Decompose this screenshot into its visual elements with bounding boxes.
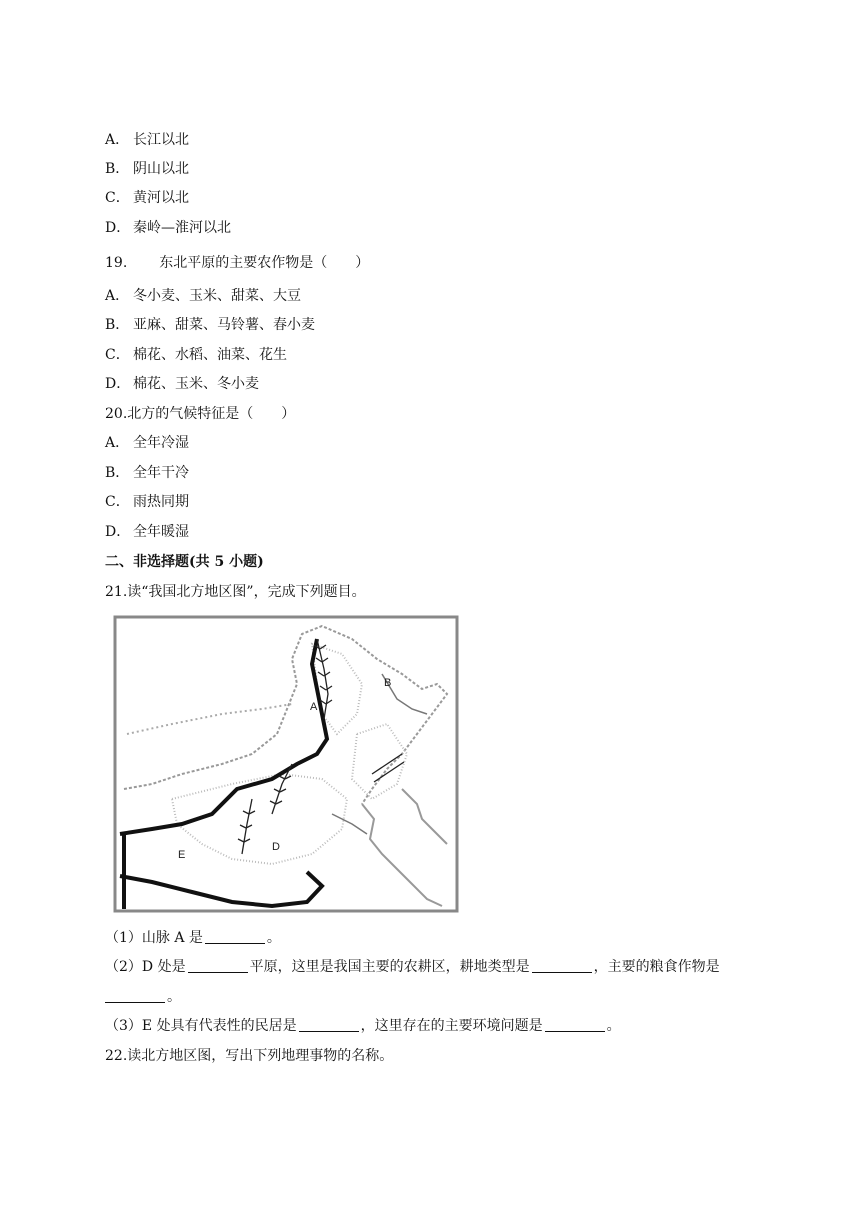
question-21-sub-2-cont xyxy=(105,987,181,1007)
question-20-stem: 20.北方的气候特征是（ ） xyxy=(105,406,296,422)
sub-question-text: 。 xyxy=(266,930,281,946)
option-d xyxy=(105,522,189,542)
answer-blank[interactable] xyxy=(299,1017,359,1032)
option-d xyxy=(105,218,231,238)
option-text: 秦岭—淮河以北 xyxy=(133,220,231,236)
question-21-stem: 21.读“我国北方地区图”，完成下列题目。 xyxy=(105,584,366,600)
option-letter: D． xyxy=(105,376,131,392)
option-c xyxy=(105,492,189,512)
sub-question-text: 。 xyxy=(167,989,181,1005)
option-text: 雨热同期 xyxy=(133,494,189,510)
map-label-d: D xyxy=(272,841,280,853)
map-label-a: A xyxy=(310,701,318,713)
question-21-sub-1 xyxy=(105,928,281,948)
option-c xyxy=(105,345,287,365)
question-22-stem: 22.读北方地区图，写出下列地理事物的名称。 xyxy=(105,1048,394,1064)
sub-question-text: 平原，这里是我国主要的农耕区，耕地类型是 xyxy=(249,959,530,975)
option-text: 棉花、玉米、冬小麦 xyxy=(133,376,259,392)
option-letter: C． xyxy=(105,494,130,510)
section-title: 二、非选择题(共 5 小题) xyxy=(105,554,264,570)
option-c xyxy=(105,188,189,208)
option-text: 冬小麦、玉米、甜菜、大豆 xyxy=(133,288,301,304)
option-a xyxy=(105,130,189,150)
option-text: 棉花、水稻、油菜、花生 xyxy=(133,347,287,363)
option-letter: D． xyxy=(105,220,131,236)
option-letter: C． xyxy=(105,190,130,206)
sub-question-text: ，主要的粮食作物是 xyxy=(593,959,720,975)
option-text: 阴山以北 xyxy=(133,161,189,177)
north-china-map xyxy=(112,614,462,916)
question-text: 东北平原的主要农作物是（ ） xyxy=(159,255,370,271)
question-21-sub-2 xyxy=(105,957,720,977)
option-d xyxy=(105,374,259,394)
sub-question-text: （3）E 处具有代表性的民居是 xyxy=(105,1018,297,1034)
map-label-b: B xyxy=(384,677,392,689)
option-a xyxy=(105,286,301,306)
option-letter: B． xyxy=(105,317,130,333)
option-text: 黄河以北 xyxy=(133,190,189,206)
option-letter: A． xyxy=(105,435,130,451)
map-label-e: E xyxy=(178,849,186,861)
option-letter: A． xyxy=(105,288,130,304)
option-text: 全年暖湿 xyxy=(133,524,189,540)
answer-blank[interactable] xyxy=(545,1017,605,1032)
option-text: 长江以北 xyxy=(133,132,189,148)
option-letter: A． xyxy=(105,132,130,148)
question-number: 19. xyxy=(105,255,128,271)
option-letter: B． xyxy=(105,161,130,177)
option-b xyxy=(105,159,189,179)
sub-question-text: （2）D 处是 xyxy=(105,959,186,975)
sub-question-text: 。 xyxy=(606,1018,621,1034)
answer-blank[interactable] xyxy=(532,958,592,973)
sub-question-text: （1）山脉 A 是 xyxy=(105,930,203,946)
option-letter: C． xyxy=(105,347,130,363)
answer-blank[interactable] xyxy=(188,958,248,973)
option-letter: B． xyxy=(105,465,130,481)
option-a xyxy=(105,433,189,453)
option-text: 全年干冷 xyxy=(133,465,189,481)
question-19-stem xyxy=(105,253,369,273)
option-b xyxy=(105,463,189,483)
option-letter: D． xyxy=(105,524,131,540)
answer-blank[interactable] xyxy=(105,988,165,1003)
question-21-sub-3 xyxy=(105,1016,621,1036)
map-frame xyxy=(115,617,457,911)
option-text: 亚麻、甜菜、马铃薯、春小麦 xyxy=(133,317,315,333)
sub-question-text: ，这里存在的主要环境问题是 xyxy=(360,1018,543,1034)
option-b xyxy=(105,315,315,335)
option-text: 全年冷湿 xyxy=(133,435,189,451)
answer-blank[interactable] xyxy=(205,929,265,944)
